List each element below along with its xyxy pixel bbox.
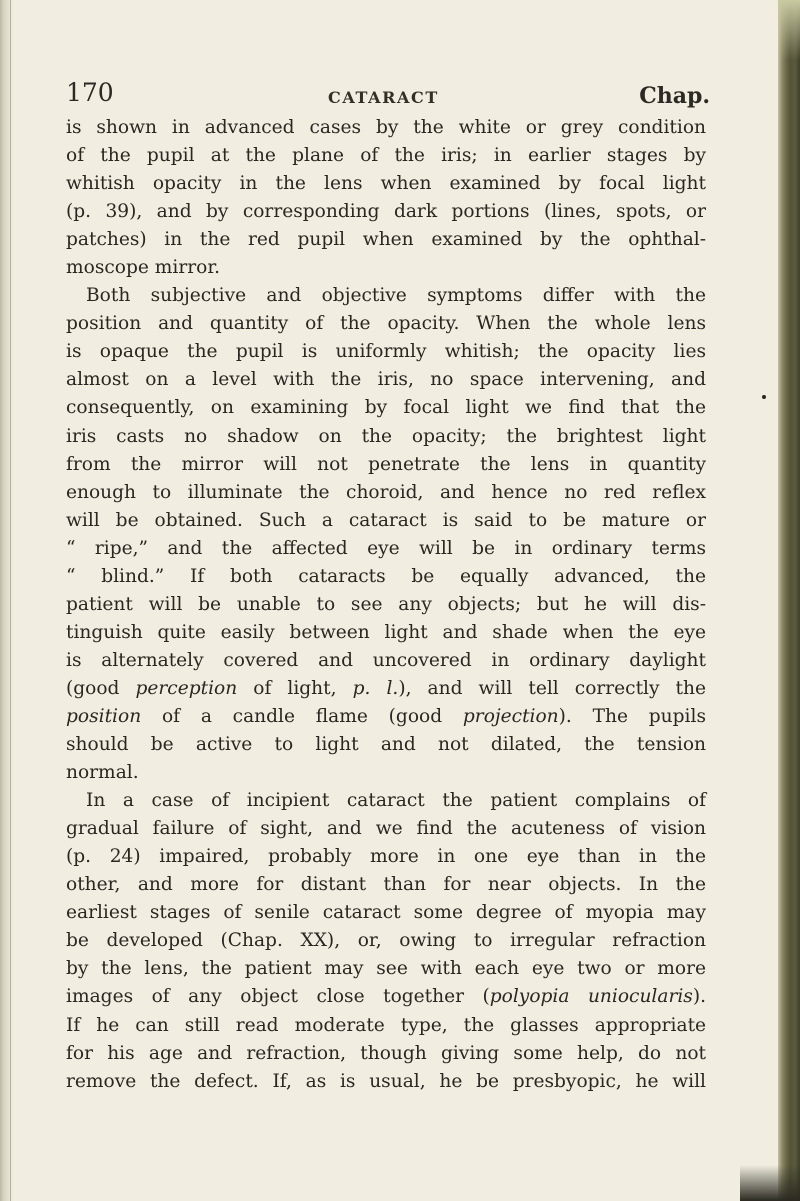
book-page <box>66 78 746 1096</box>
text-line: whitish opacity in the lens when examined by focal light <box>66 173 706 195</box>
text-line: is opaque the pupil is uniformly whitish; the opacity lies <box>66 341 706 363</box>
text-line: other, and more for distant than for near objects. In the <box>66 874 706 896</box>
text-line: gradual failure of sight, and we find the acuteness of vision <box>66 818 706 840</box>
page-number: 170 <box>66 78 114 107</box>
running-head <box>66 78 746 114</box>
text-line: patient will be unable to see any objects; but he will dis- <box>66 593 706 615</box>
text-line: normal. <box>66 762 139 784</box>
text-line: by the lens, the patient may see with each eye two or more <box>66 958 707 980</box>
italic-term: position <box>66 705 142 727</box>
text-line: remove the defect. If, as is usual, he be presbyopic, he will <box>66 1070 706 1092</box>
page-edge <box>778 0 800 1201</box>
text-line: iris casts no shadow on the opacity; the brightest light <box>66 425 706 447</box>
text-line: If he can still read moderate type, the glasses appropriate <box>66 1014 707 1036</box>
text-line: earliest stages of senile cataract some degree of myopia may <box>66 902 706 924</box>
text-line: (p. 39), and by corresponding dark portions (lines, spots, or <box>66 201 706 223</box>
page-corner-shadow <box>740 1165 800 1201</box>
italic-term: p. l. <box>352 677 399 699</box>
text-line: patches) in the red pupil when examined by the ophthal- <box>66 229 707 251</box>
text-line: moscope mirror. <box>66 257 221 279</box>
text-line: is alternately covered and uncovered in ordinary daylight <box>66 649 706 671</box>
text-line: (good perception of light, p. l.), and will tell correctly the <box>66 677 707 699</box>
text-line: position of a candle flame (good projection). The pupils <box>66 705 706 727</box>
body-text <box>66 114 706 1096</box>
text-line: images of any object close together (polyopia uniocularis). <box>66 986 707 1008</box>
text-line: In a case of incipient cataract the patient complains of <box>86 790 707 812</box>
text-line: enough to illuminate the choroid, and hence no red reflex <box>66 481 706 503</box>
text-line: is shown in advanced cases by the white or grey condition <box>66 117 706 138</box>
italic-term: perception <box>135 677 238 699</box>
text-line: be developed (Chap. XX), or, owing to irregular refraction <box>66 930 706 952</box>
text-line: almost on a level with the iris, no space intervening, and <box>66 369 707 391</box>
text-line: “ ripe,” and the affected eye will be in ordinary terms <box>66 537 706 559</box>
binding-shadow <box>0 0 14 1201</box>
text-line: will be obtained. Such a cataract is said to be mature or <box>66 509 706 531</box>
text-line: from the mirror will not penetrate the lens in quantity <box>66 453 706 475</box>
text-line: (p. 24) impaired, probably more in one eye than in the <box>66 846 706 868</box>
page-edge-highlight <box>778 0 800 60</box>
italic-term: polyopia uniocularis <box>489 986 693 1008</box>
running-chapter: Chap. <box>639 83 710 109</box>
running-title: CATARACT <box>328 88 439 107</box>
text-line: position and quantity of the opacity. When the whole lens <box>66 313 706 335</box>
text-line: should be active to light and not dilated, the tension <box>66 734 706 756</box>
binding-line <box>10 0 11 1201</box>
italic-term: projection <box>462 705 559 727</box>
print-speck <box>762 395 766 399</box>
text-line: tinguish quite easily between light and shade when the eye <box>66 621 707 643</box>
text-line: consequently, on examining by focal light we find that the <box>66 397 706 419</box>
text-line: Both subjective and objective symptoms differ with the <box>86 285 706 307</box>
text-line: for his age and refraction, though giving some help, do not <box>66 1042 706 1064</box>
text-line: “ blind.” If both cataracts be equally advanced, the <box>66 565 706 587</box>
text-line: of the pupil at the plane of the iris; in earlier stages by <box>66 145 707 167</box>
